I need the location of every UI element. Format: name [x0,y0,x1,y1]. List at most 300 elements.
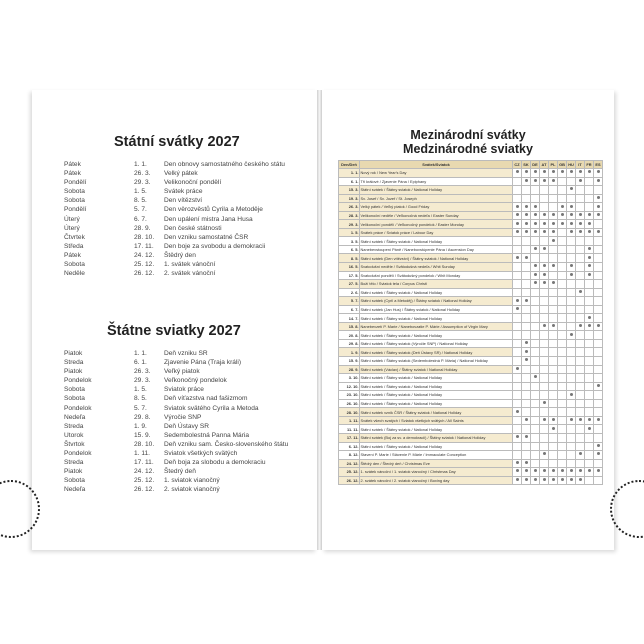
holiday-date: 17. 5. [339,271,360,280]
ring-binding-right [610,480,644,538]
country-mark [585,169,594,178]
holiday-date: 1. 11. [134,450,151,458]
bullet-icon [534,247,537,250]
left-page [32,90,317,550]
bullet-icon [543,401,546,404]
country-mark [567,476,576,485]
country-mark [549,357,558,366]
country-mark [558,314,567,323]
country-mark [549,194,558,203]
country-mark [594,280,603,289]
holiday-date: 6. 7. [134,215,147,223]
country-mark [540,297,549,306]
country-mark [522,228,531,237]
bullet-icon [552,179,555,182]
holiday-name: Státní svátek / Štátny sviatok (Deň Ústavy SR) / National Holiday [360,348,513,357]
country-mark [513,339,522,348]
holiday-name: Státní svátek / Štátny sviatok / National Holiday [360,374,513,383]
country-mark [585,322,594,331]
holiday-date: 6. 1. [134,359,147,367]
country-mark [549,468,558,477]
bullet-icon [534,170,537,173]
country-mark [513,254,522,263]
bullet-icon [552,427,555,430]
holiday-day: Čtvrtek [64,233,85,241]
country-mark [540,468,549,477]
country-mark [522,442,531,451]
country-mark [576,271,585,280]
country-mark [531,382,540,391]
holiday-name: Státní svátek / Štátny sviatok / National Holiday [360,237,513,246]
holiday-row [64,458,304,467]
holiday-date: 8. 5. [134,395,147,403]
column-header: CZ [514,162,520,167]
bullet-icon [570,205,573,208]
country-mark [594,399,603,408]
bullet-icon [525,170,528,173]
country-mark [540,194,549,203]
country-mark [576,433,585,442]
country-mark [567,237,576,246]
country-mark [576,245,585,254]
table-header-row [339,161,603,169]
holiday-date: 24. 12. [134,468,155,476]
bullet-icon [543,170,546,173]
bullet-icon [525,230,528,233]
country-mark [594,194,603,203]
country-mark [576,305,585,314]
country-mark [531,374,540,383]
holiday-date: 26. 3. [134,170,151,178]
country-mark [522,220,531,229]
country-mark [522,459,531,468]
country-mark [549,220,558,229]
column-header: DE [532,162,538,167]
holiday-name: Svátek práce [164,188,203,196]
country-mark [522,203,531,212]
country-mark [549,254,558,263]
holiday-name: Velikonoční pondělí [164,179,222,187]
holiday-row [64,178,304,187]
table-row [339,211,603,220]
holiday-row [64,367,304,376]
country-mark [513,169,522,178]
country-mark [558,391,567,400]
country-mark [549,245,558,254]
country-mark [567,186,576,195]
holiday-row [64,233,304,242]
holiday-date: 5. 7. [134,404,147,412]
country-mark [558,468,567,477]
country-mark [585,357,594,366]
country-mark [558,348,567,357]
bullet-icon [516,307,519,310]
holiday-date: 14. 7. [339,314,360,323]
table-row [339,425,603,434]
country-mark [531,425,540,434]
country-mark [513,194,522,203]
table-row [339,374,603,383]
country-mark [558,399,567,408]
bullet-icon [579,170,582,173]
holiday-day: Pátek [64,170,81,178]
holiday-day: Sobota [64,188,85,196]
country-mark [558,211,567,220]
country-mark [594,203,603,212]
country-mark [531,177,540,186]
sk-holidays-title: Štátne sviatky 2027 [107,323,241,339]
country-mark [567,314,576,323]
bullet-icon [525,469,528,472]
country-mark [558,433,567,442]
country-mark [558,288,567,297]
holiday-name: Den věrozvěstů Cyrila a Metoděje [164,206,263,214]
bullet-icon [534,469,537,472]
table-row [339,169,603,178]
bullet-icon [597,170,600,173]
bullet-icon [516,230,519,233]
column-header: GB [559,162,565,167]
country-mark [585,263,594,272]
holiday-name: Svátek práce / Sviatok práce / Labour Day [360,228,513,237]
holiday-date: 29. 8. [339,339,360,348]
country-mark [594,237,603,246]
country-mark [540,451,549,460]
bullet-icon [534,281,537,284]
country-mark [522,451,531,460]
holiday-date: 2. 6. [339,288,360,297]
bullet-icon [597,213,600,216]
country-mark [522,408,531,417]
bullet-icon [525,341,528,344]
holiday-day: Sobota [64,386,85,394]
holiday-day: Pondělí [64,206,87,214]
country-mark [567,220,576,229]
bullet-icon [516,222,519,225]
country-mark [549,263,558,272]
bullet-icon [534,478,537,481]
holiday-date: 5. 7. [134,206,147,214]
bullet-icon [552,281,555,284]
bullet-icon [516,461,519,464]
international-title-cz: Mezinárodní svátky [410,128,526,142]
country-mark [513,408,522,417]
country-mark [513,305,522,314]
bullet-icon [534,375,537,378]
bullet-icon [534,264,537,267]
bullet-icon [570,478,573,481]
holiday-date: 25. 12. [134,261,155,269]
holiday-name: Veľkonočný pondelok [164,377,227,385]
country-mark [531,194,540,203]
holiday-name: Zjavenie Pána (Traja králi) [164,359,242,367]
country-mark [576,211,585,220]
holiday-name: Státní svátek (Den vítězství) / Štátny sviatok / National Holiday [360,254,513,263]
country-mark [549,425,558,434]
country-mark [531,408,540,417]
country-mark [585,314,594,323]
country-mark [522,245,531,254]
country-mark [585,399,594,408]
table-row [339,203,603,212]
right-page [322,90,614,550]
country-mark [594,416,603,425]
holiday-day: Pondělí [64,179,87,187]
holiday-day: Streda [64,422,84,430]
country-mark [531,245,540,254]
bullet-icon [543,324,546,327]
holiday-date: 8. 5. [339,254,360,263]
country-mark [585,305,594,314]
holiday-name: Tři králové / Zjavenie Pána / Epiphany [360,177,513,186]
country-mark [576,459,585,468]
holiday-name: Deň boja za slobodu a demokraciu [164,459,266,467]
country-mark [531,211,540,220]
holiday-row [64,160,304,169]
bullet-icon [543,469,546,472]
holiday-date: 12. 10. [339,382,360,391]
country-mark [594,476,603,485]
country-mark [513,322,522,331]
country-mark [567,263,576,272]
holiday-name: Nový rok / New Year's Day [360,169,513,178]
holiday-day: Nedeľa [64,486,86,494]
holiday-date: 29. 3. [339,220,360,229]
table-row [339,408,603,417]
country-mark [522,322,531,331]
country-mark [549,365,558,374]
holiday-name: Sedembolestná Panna Mária [164,431,250,439]
country-mark [549,305,558,314]
table-row [339,271,603,280]
bullet-icon [579,324,582,327]
holiday-date: 15. 9. [134,431,151,439]
bullet-icon [534,179,537,182]
holiday-name: Svatodušní pondělí / Svätodušný pondelok / Whit Monday [360,271,513,280]
country-mark [540,348,549,357]
country-mark [576,228,585,237]
country-mark [594,374,603,383]
country-mark [513,263,522,272]
bullet-icon [552,478,555,481]
country-mark [549,228,558,237]
country-mark [513,177,522,186]
table-row [339,228,603,237]
country-mark [513,451,522,460]
country-mark [558,263,567,272]
country-mark [513,382,522,391]
holiday-day: Středa [64,242,84,250]
country-mark [576,322,585,331]
holiday-name: Den české státnosti [164,224,222,232]
country-mark [585,177,594,186]
country-mark [585,211,594,220]
bullet-icon [543,213,546,216]
holiday-row [64,376,304,385]
country-mark [558,203,567,212]
country-mark [549,442,558,451]
bullet-icon [516,299,519,302]
holiday-date: 8. 12. [339,451,360,460]
holiday-row [64,349,304,358]
country-mark [540,288,549,297]
country-mark [585,271,594,280]
country-mark [576,365,585,374]
holiday-name: Deň víťazstva nad fašizmom [164,395,248,403]
column-header: Den/Deň [339,161,360,169]
country-mark [540,408,549,417]
country-mark [531,263,540,272]
country-mark [576,220,585,229]
country-mark [585,348,594,357]
holiday-date: 24. 12. [339,459,360,468]
country-mark [594,451,603,460]
country-mark [513,288,522,297]
bullet-icon [579,469,582,472]
country-mark [531,348,540,357]
country-mark [576,382,585,391]
holiday-date: 1. 9. [134,422,147,430]
bullet-icon [543,264,546,267]
country-mark [513,433,522,442]
country-mark [594,177,603,186]
country-mark [585,194,594,203]
country-mark [513,468,522,477]
country-mark [540,459,549,468]
country-mark [594,263,603,272]
country-mark [585,459,594,468]
holiday-date: 26. 3. [339,203,360,212]
country-mark [549,211,558,220]
country-mark [567,177,576,186]
bullet-icon [534,230,537,233]
country-mark [558,339,567,348]
column-header: ES [595,162,601,167]
country-mark [540,263,549,272]
bullet-icon [525,358,528,361]
table-row [339,451,603,460]
holiday-date: 26. 10. [339,399,360,408]
holiday-name: Státní svátek (Cyril a Metoděj) / Štátny sviatok / National Holiday [360,297,513,306]
table-row [339,194,603,203]
country-mark [585,245,594,254]
country-mark [513,331,522,340]
country-mark [594,382,603,391]
country-mark [522,382,531,391]
table-row [339,468,603,477]
holiday-name: Veľký piatok [164,368,200,376]
country-mark [513,399,522,408]
bullet-icon [516,170,519,173]
bullet-icon [561,469,564,472]
bullet-icon [525,179,528,182]
holiday-name: Boží tělo / Sviatok tela / Corpus Christi [360,280,513,289]
holiday-date: 25. 12. [134,477,155,485]
country-mark [531,203,540,212]
bullet-icon [597,324,600,327]
holiday-date: 3. 5. [339,237,360,246]
holiday-day: Pátek [64,161,81,168]
holiday-name: Velikonoční neděle / Veľkonočná nedeľa / Easter Sunday [360,211,513,220]
bullet-icon [543,230,546,233]
holiday-date: 1. 9. [339,348,360,357]
country-mark [522,425,531,434]
country-mark [594,254,603,263]
bullet-icon [525,350,528,353]
holiday-row [64,251,304,260]
country-mark [513,211,522,220]
country-mark [576,348,585,357]
holiday-name: Sviatok všetkých svätých [164,450,238,458]
country-mark [558,331,567,340]
country-mark [594,391,603,400]
bullet-icon [579,230,582,233]
bullet-icon [525,205,528,208]
holiday-name: 1. svátek vánoční / 1. sviatok vianočný / Christmas Day [360,468,513,477]
bullet-icon [543,273,546,276]
table-row [339,339,603,348]
country-mark [522,280,531,289]
holiday-name: Výročie SNP [164,413,202,421]
country-mark [576,314,585,323]
country-mark [567,169,576,178]
country-mark [522,169,531,178]
country-mark [513,459,522,468]
country-mark [585,391,594,400]
table-row [339,357,603,366]
country-mark [540,374,549,383]
country-mark [531,322,540,331]
holiday-date: 11. 11. [339,425,360,434]
country-mark [549,297,558,306]
country-mark [567,459,576,468]
international-holidays-table [338,160,603,485]
country-mark [540,203,549,212]
country-mark [576,339,585,348]
country-mark [576,357,585,366]
country-mark [594,305,603,314]
bullet-icon [588,273,591,276]
table-row [339,220,603,229]
country-mark [585,433,594,442]
holiday-row [64,269,304,278]
country-mark [576,280,585,289]
bullet-icon [534,205,537,208]
country-mark [576,203,585,212]
holiday-date: 1. 11. [339,416,360,425]
holiday-day: Pondelok [64,377,92,385]
country-mark [513,425,522,434]
country-mark [558,408,567,417]
country-mark [522,339,531,348]
holiday-date: 28. 9. [134,224,151,232]
holiday-day: Piatok [64,368,83,376]
bullet-icon [561,205,564,208]
country-mark [558,254,567,263]
bullet-icon [552,222,555,225]
country-mark [576,468,585,477]
holiday-name: Státní svátek / Štátny sviatok (Výročie SNP) / National Holiday [360,339,513,348]
table-row [339,280,603,289]
country-mark [576,476,585,485]
international-title-sk: Medzinárodné sviatky [403,142,533,156]
holiday-name: Štědrý den / Štedrý deň / Christmas Eve [360,459,513,468]
country-mark [540,391,549,400]
holiday-name: Státní svátek / Štátny sviatok / National Holiday [360,314,513,323]
country-mark [576,177,585,186]
holiday-date: 15. 8. [339,322,360,331]
holiday-date: 29. 3. [134,179,151,187]
